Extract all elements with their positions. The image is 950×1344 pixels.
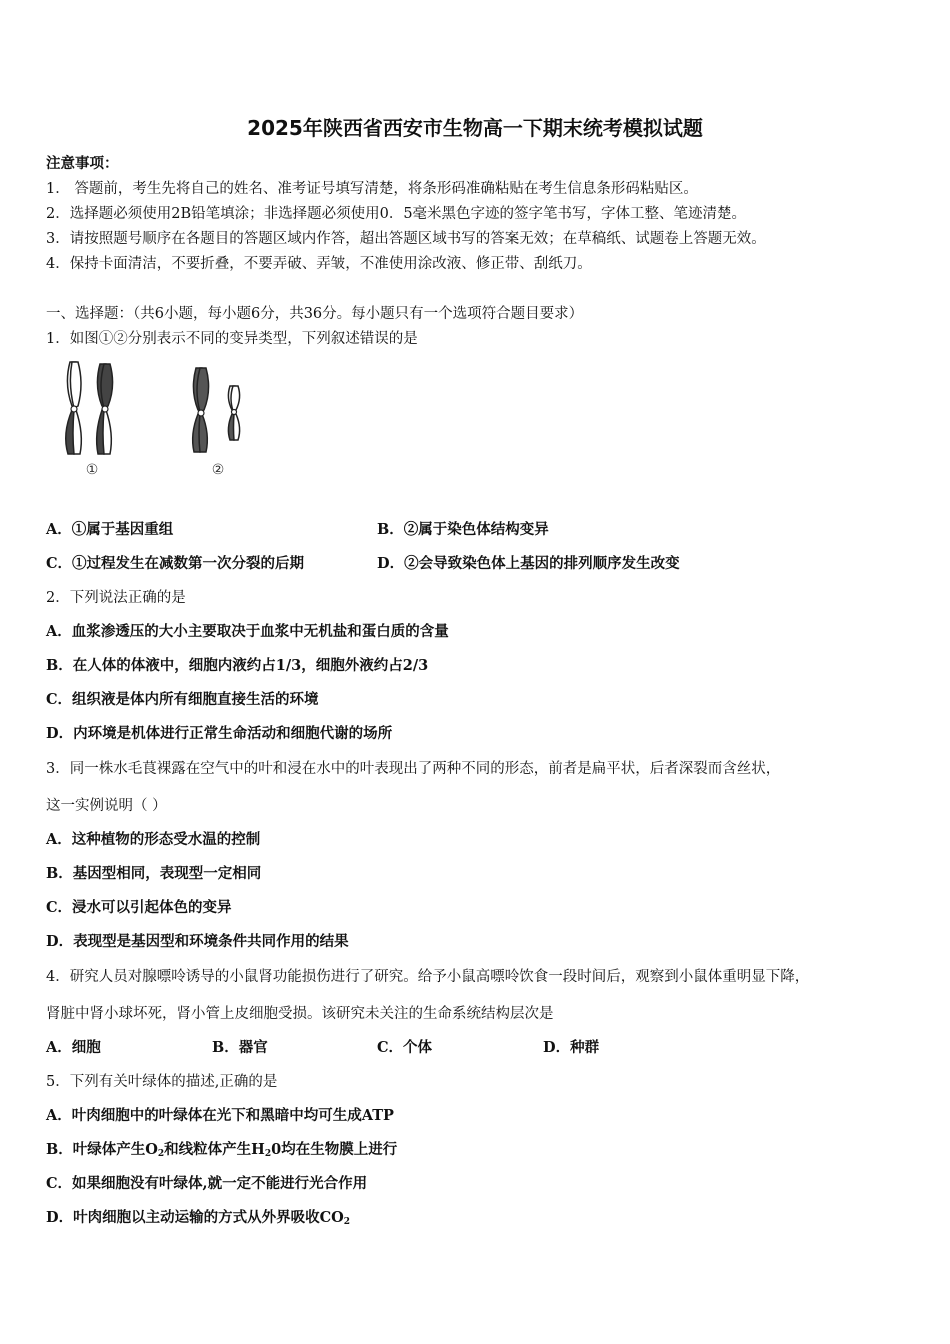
notice-heading: 注意事项：: [46, 155, 119, 172]
chromosome-figure: [58, 354, 258, 484]
notice-item-3: 3．请按照题号顺序在各题目的答题区域内作答，超出答题区域书写的答案无效；在草稿纸、试题卷上答题无效。: [46, 231, 766, 247]
q1-option-c: C．①过程发生在减数第一次分裂的后期: [46, 555, 305, 572]
question-5-stem: 5．下列有关叶绿体的描述,正确的是: [46, 1074, 278, 1090]
q1-option-b: B．②属于染色体结构变异: [377, 521, 549, 538]
q5-option-d-sub: 2: [343, 1217, 351, 1227]
chromosome-pair-1-icon: [66, 362, 113, 454]
q1-option-a: A．①属于基因重组: [46, 521, 174, 538]
chromosome-pair-2-icon: [193, 368, 240, 452]
q3-option-a: A．这种植物的形态受水温的控制: [46, 831, 261, 848]
question-4-stem-line1: 4．研究人员对腺嘌呤诱导的小鼠肾功能损伤进行了研究。给予小鼠高嘌呤饮食一段时间后，观察到小鼠体重明显下降，: [46, 969, 810, 985]
q2-option-a: A．血浆渗透压的大小主要取决于血浆中无机盐和蛋白质的含量: [46, 623, 449, 640]
q5-option-b: [46, 1138, 397, 1159]
q5-option-b-part3: 0均在生物膜上进行: [271, 1141, 398, 1158]
question-2-stem: 2．下列说法正确的是: [46, 590, 186, 606]
q4-option-a: A．细胞: [46, 1039, 101, 1056]
q4-option-c: C．个体: [377, 1039, 433, 1056]
figure-label-1: ①: [85, 462, 99, 478]
q1-option-d: D．②会导致染色体上基因的排列顺序发生改变: [377, 555, 680, 572]
q2-option-c: C．组织液是体内所有细胞直接生活的环境: [46, 691, 319, 708]
q3-option-b: B．基因型相同，表现型一定相同: [46, 865, 262, 882]
q5-option-c: C．如果细胞没有叶绿体,就一定不能进行光合作用: [46, 1175, 368, 1192]
question-4-stem-line2: 肾脏中肾小球坏死，肾小管上皮细胞受损。该研究未关注的生命系统结构层次是: [46, 1006, 554, 1022]
notice-item-2: 2．选择题必须使用2B铅笔填涂；非选择题必须使用0．5毫米黑色字迹的签字笔书写，字体工整、笔迹清楚。: [46, 206, 747, 222]
section-heading: 一、选择题：（共6小题，每小题6分，共36分。每小题只有一个选项符合题目要求）: [46, 306, 584, 322]
q2-option-d: D．内环境是机体进行正常生命活动和细胞代谢的场所: [46, 725, 393, 742]
q2-option-b: B．在人体的体液中，细胞内液约占1/3，细胞外液约占2/3: [46, 657, 429, 674]
notice-item-4: 4．保持卡面清洁，不要折叠，不要弄破、弄皱，不准使用涂改液、修正带、刮纸刀。: [46, 256, 592, 272]
q4-option-b: B．器官: [212, 1039, 268, 1056]
q5-option-b-sub2: 2: [264, 1149, 272, 1159]
q5-option-b-part2: 和线粒体产生H: [164, 1141, 265, 1158]
figure-label-2: ②: [211, 462, 225, 478]
question-3-stem-line2: 这一实例说明（ ）: [46, 798, 167, 814]
q5-option-b-part1: B．叶绿体产生O: [46, 1141, 158, 1158]
notice-item-1: 1． 答题前，考生先将自己的姓名、准考证号填写清楚，将条形码准确粘贴在考生信息条形码粘贴区。: [46, 181, 698, 197]
question-3-stem-line1: 3．同一株水毛茛裸露在空气中的叶和浸在水中的叶表现出了两种不同的形态，前者是扁平状，后者深裂而含丝状，: [46, 761, 781, 777]
q3-option-d: D．表现型是基因型和环境条件共同作用的结果: [46, 933, 349, 950]
question-1-stem: 1．如图①②分别表示不同的变异类型，下列叙述错误的是: [46, 331, 418, 347]
q4-option-d: D．种群: [543, 1039, 600, 1056]
q5-option-a: A．叶肉细胞中的叶绿体在光下和黑暗中均可生成ATP: [46, 1107, 394, 1124]
q3-option-c: C．浸水可以引起体色的变异: [46, 899, 232, 916]
q5-option-d: [46, 1206, 350, 1227]
q5-option-d-text: D．叶肉细胞以主动运输的方式从外界吸收CO: [46, 1209, 344, 1226]
q5-option-b-sub1: 2: [157, 1149, 165, 1159]
page-title: 2025年陕西省西安市生物高一下期末统考模拟试题: [247, 116, 703, 140]
